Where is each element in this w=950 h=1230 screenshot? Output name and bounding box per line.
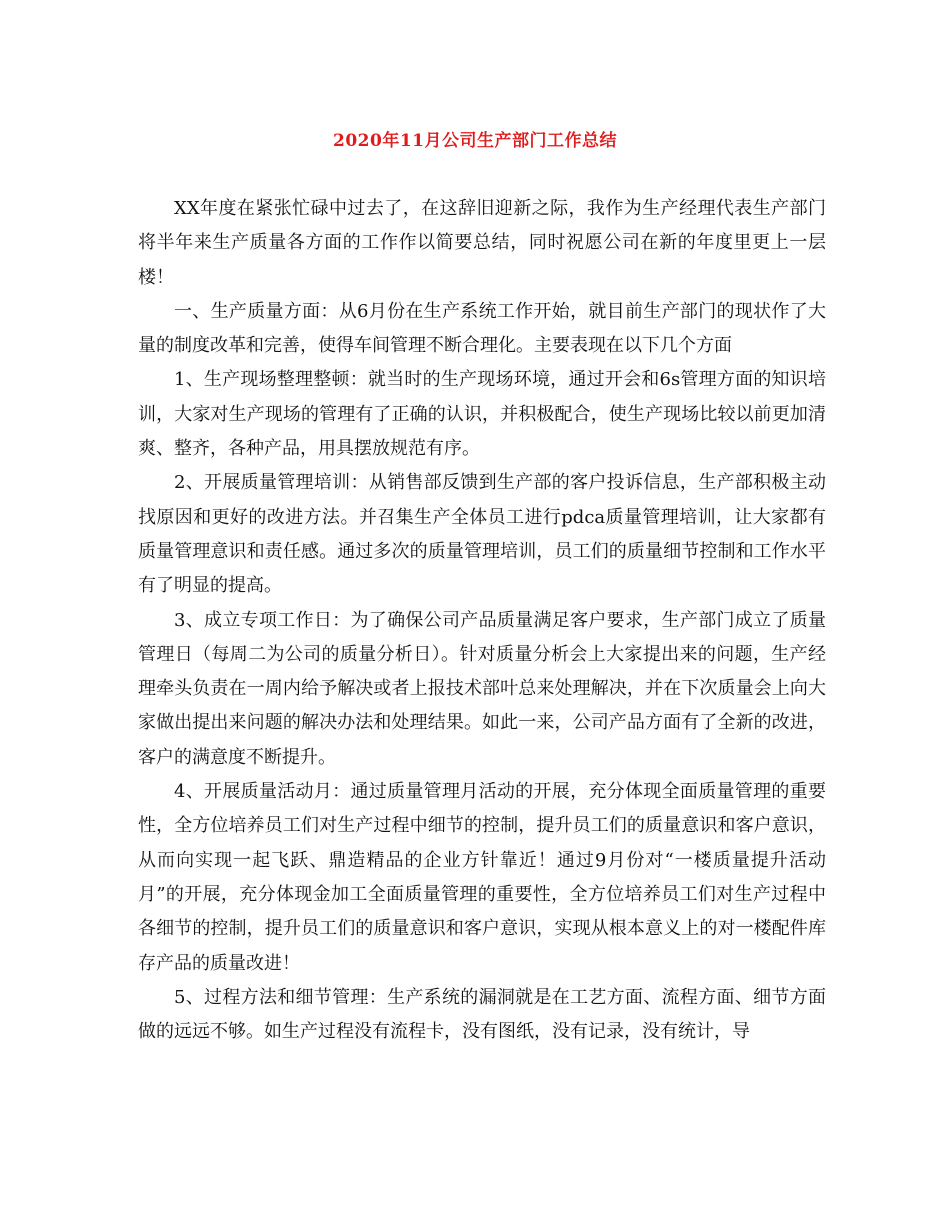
paragraph-item-5: 5、过程方法和细节管理：生产系统的漏洞就是在工艺方面、流程方面、细节方面做的远远不够。如生产过程没有流程卡，没有图纸，没有记录，没有统计，导 (138, 986, 826, 1043)
paragraph-section-1: 一、生产质量方面：从6月份在生产系统工作开始，就目前生产部门的现状作了大量的制度改革和完善，使得车间管理不断合理化。主要表现在以下几个方面 (138, 300, 826, 357)
paragraph-intro: XX年度在紧张忙碌中过去了，在这辞旧迎新之际，我作为生产经理代表生产部门将半年来生产质量各方面的工作作以简要总结，同时祝愿公司在新的年度里更上一层楼！ (138, 198, 826, 288)
paragraph-item-1: 1、生产现场整理整顿：就当时的生产现场环境，通过开会和6s管理方面的知识培训，大家对生产现场的管理有了正确的认识，并积极配合，使生产现场比较以前更加清爽、整齐，各种产品，用具摆放规范有序。 (138, 369, 826, 460)
document-body (138, 192, 826, 1049)
paragraph-item-4: 4、开展质量活动月：通过质量管理月活动的开展，充分体现全面质量管理的重要性，全方位培养员工们对生产过程中细节的控制，提升员工们的质量意识和客户意识，从而向实现一起飞跃、鼎造精品的企业方针靠近！通过9月份对“一楼质量提升活动月”的开展，充分体现金加工全面质量管理的重要性，全方位培养员工们对生产过程中各细节的控制，提升员工们的质量意识和客户意识，实现从根本意义上的对一楼配件库存产品的质量改进！ (138, 781, 826, 974)
paragraph-item-2: 2、开展质量管理培训：从销售部反馈到生产部的客户投诉信息，生产部积极主动找原因和更好的改进方法。并召集生产全体员工进行pdca质量管理培训，让大家都有质量管理意识和责任感。通过多次的质量管理培训，员工们的质量细节控制和工作水平有了明显的提高。 (138, 472, 826, 597)
document-title: 2020年11月公司生产部门工作总结 (333, 131, 617, 151)
paragraph-item-3: 3、成立专项工作日：为了确保公司产品质量满足客户要求，生产部门成立了质量管理日（每周二为公司的质量分析日）。针对质量分析会上大家提出来的问题，生产经理牵头负责在一周内给予解决或者上报技术部叶总来处理解决，并在下次质量会上向大家做出提出来问题的解决办法和处理结果。如此一来，公司产品方面有了全新的改进，客户的满意度不断提升。 (138, 609, 826, 768)
